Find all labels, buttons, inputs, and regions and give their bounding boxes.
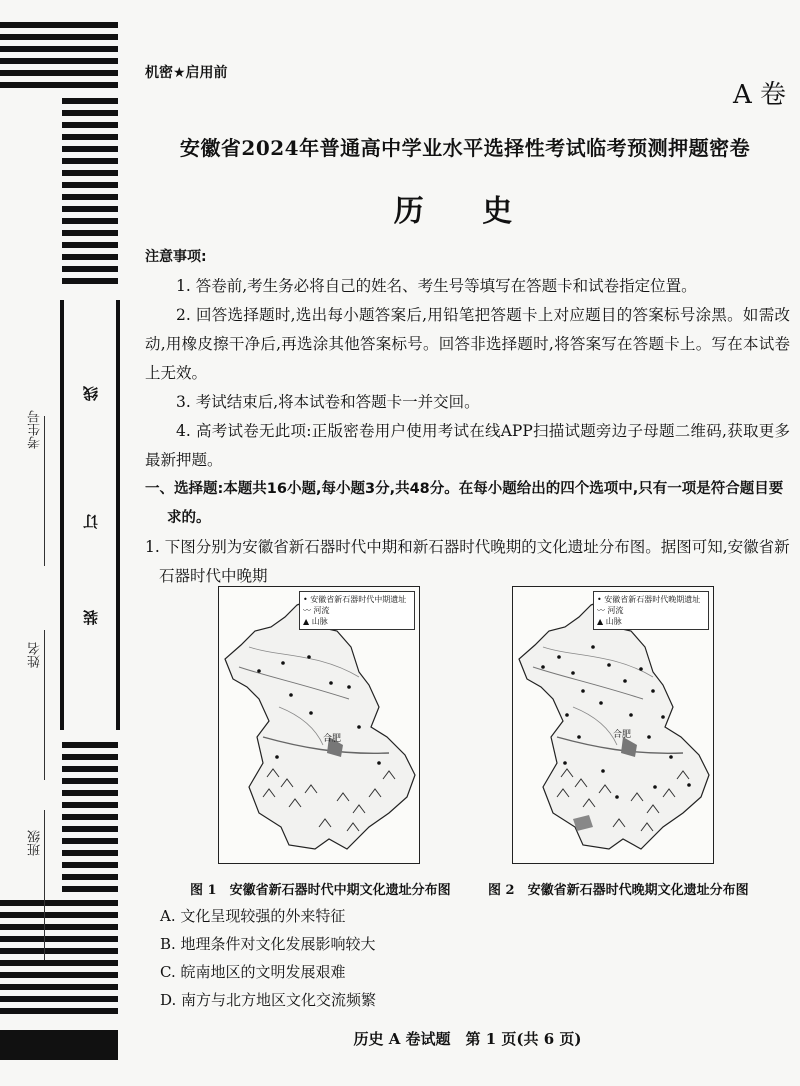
note-item: 3. 考试结束后,将本试卷和答题卡一并交回。 — [176, 393, 480, 411]
binding-stripe — [0, 984, 118, 990]
exam-title: 安徽省2024年普通高中学业水平选择性考试临考预测押题密卷 — [179, 136, 751, 160]
binding-stripe — [0, 948, 118, 954]
binding-stripe — [62, 278, 118, 284]
binding-stripe — [62, 790, 118, 796]
map-figure-1 — [218, 586, 420, 864]
answer-options — [160, 902, 376, 1014]
page-footer: 历史 A 卷试题 第 1 页(共 6 页) — [353, 1030, 582, 1048]
binding-stripe — [0, 34, 118, 40]
binding-stripe — [0, 82, 118, 88]
legend-river: 〰 河流 — [597, 606, 624, 615]
map-figure-2 — [512, 586, 714, 864]
legend-site: • 安徽省新石器时代中期遗址 — [303, 595, 407, 604]
legend-river: 〰 河流 — [303, 606, 330, 615]
binding-stripe — [62, 826, 118, 832]
binding-stripe — [62, 218, 118, 224]
binding-stripe — [0, 58, 118, 64]
note-item: 1. 答卷前,考生务必将自己的姓名、考生号等填写在答题卡和试卷指定位置。 — [176, 277, 697, 295]
note-item: 4. 高考试卷无此项:正版密卷用户使用考试在线APP扫描试题旁边子母题二维码,获取更多最新押题。 — [145, 422, 790, 469]
binding-stripe — [62, 134, 118, 140]
figure-caption-2: 图 2 安徽省新石器时代晚期文化遗址分布图 — [488, 883, 749, 898]
binding-strip — [0, 0, 128, 1086]
legend-mountain: ▲ 山脉 — [597, 617, 622, 626]
map-legend — [593, 591, 709, 630]
binding-stripe — [62, 850, 118, 856]
binding-stripe — [0, 1008, 118, 1014]
binding-label: 订 — [82, 512, 100, 529]
option-a: A. 文化呈现较强的外来特征 — [160, 907, 346, 925]
legend-mountain: ▲ 山脉 — [303, 617, 328, 626]
binding-stripe — [62, 194, 118, 200]
binding-stripe — [62, 230, 118, 236]
student-field-label: 班级 — [28, 830, 43, 856]
binding-stripe — [0, 22, 118, 28]
binding-stripe — [62, 742, 118, 748]
confidential-mark: 机密★启用前 — [145, 65, 228, 81]
option-c: C. 皖南地区的文明发展艰难 — [160, 963, 346, 981]
binding-stripe — [62, 838, 118, 844]
binding-stripe — [62, 98, 118, 104]
student-field-label: 姓名 — [28, 642, 43, 668]
binding-stripe — [62, 862, 118, 868]
binding-stripe — [62, 146, 118, 152]
binding-stripe — [62, 778, 118, 784]
note-item: 2. 回答选择题时,选出每小题答案后,用铅笔把答题卡上对应题目的答案标号涂黑。如需改动,用橡皮擦干净后,再选涂其他答案标号。回答非选择题时,将答案写在答题卡上。写在本试卷上无效。 — [145, 306, 790, 382]
notes-block — [145, 243, 790, 591]
binding-stripe — [62, 754, 118, 760]
binding-stripe — [62, 122, 118, 128]
subject-title: 历 史 — [393, 194, 537, 229]
binding-stripe — [0, 900, 118, 906]
binding-stripe — [0, 912, 118, 918]
student-field-line[interactable] — [44, 416, 45, 566]
binding-stripe — [62, 814, 118, 820]
legend-site: • 安徽省新石器时代晚期遗址 — [597, 595, 701, 604]
student-field-line[interactable] — [44, 630, 45, 780]
binding-label: 装 — [82, 608, 100, 625]
student-field-label: 考生号 — [28, 410, 43, 449]
binding-stripe — [62, 110, 118, 116]
binding-stripe — [0, 924, 118, 930]
city-label-hefei: 合肥 — [323, 734, 342, 744]
binding-stripe — [0, 960, 118, 966]
binding-stripe — [0, 936, 118, 942]
binding-stripe — [60, 300, 64, 730]
binding-stripe — [0, 972, 118, 978]
map-legend — [299, 591, 415, 630]
paper-version-label: A 卷 — [733, 80, 787, 110]
binding-stripe — [62, 766, 118, 772]
notes-heading: 注意事项: — [145, 249, 207, 265]
option-d: D. 南方与北方地区文化交流频繁 — [160, 991, 377, 1009]
binding-stripe — [0, 46, 118, 52]
binding-stripe — [62, 874, 118, 880]
binding-stripe — [0, 70, 118, 76]
section-heading: 一、选择题:本题共16小题,每小题3分,共48分。在每小题给出的四个选项中,只有一项是符合题目要求的。 — [145, 481, 784, 526]
binding-stripe — [62, 254, 118, 260]
binding-stripe — [62, 802, 118, 808]
binding-stripe — [62, 266, 118, 272]
binding-label: 线 — [82, 384, 100, 401]
binding-stripe — [62, 182, 118, 188]
option-b: B. 地理条件对文化发展影响较大 — [160, 935, 376, 953]
binding-stripe — [0, 1030, 118, 1060]
student-field-line[interactable] — [44, 810, 45, 960]
figure-caption-1: 图 1 安徽省新石器时代中期文化遗址分布图 — [190, 883, 451, 898]
binding-stripe — [62, 158, 118, 164]
city-label-hefei: 合肥 — [613, 730, 632, 740]
binding-stripe — [0, 996, 118, 1002]
binding-stripe — [62, 170, 118, 176]
binding-stripe — [62, 206, 118, 212]
binding-stripe — [62, 242, 118, 248]
binding-stripe — [116, 300, 120, 730]
binding-stripe — [62, 886, 118, 892]
question-stem: 1. 下图分别为安徽省新石器时代中期和新石器时代晚期的文化遗址分布图。据图可知,安徽省新石器时代中晚期 — [145, 538, 790, 585]
